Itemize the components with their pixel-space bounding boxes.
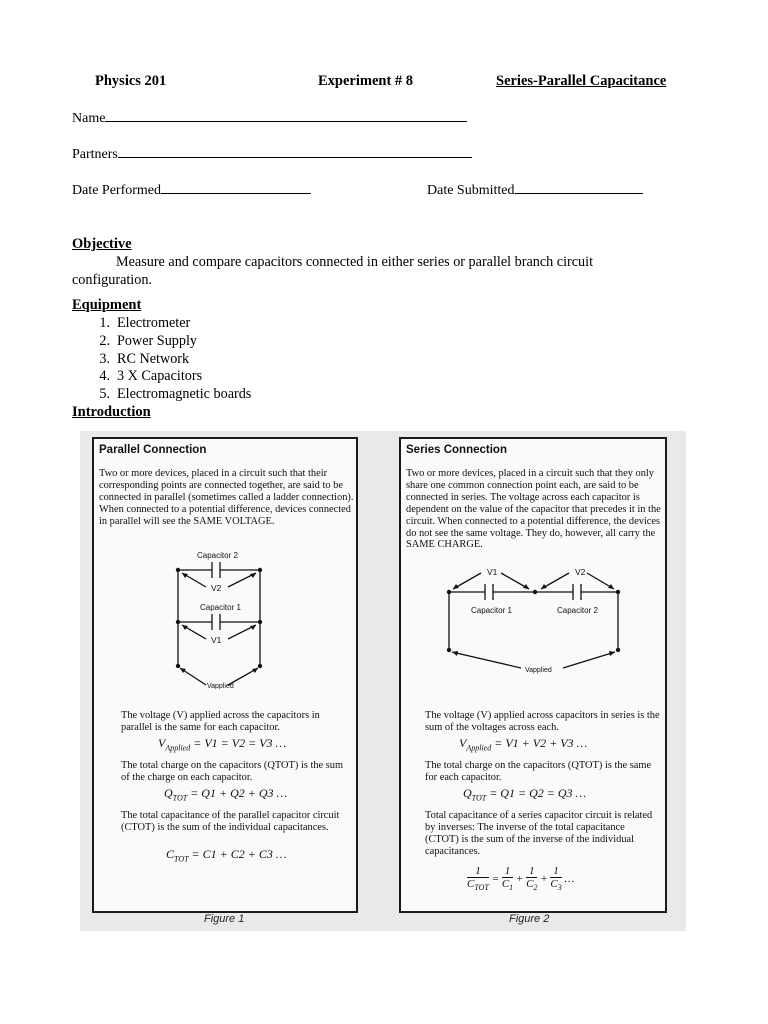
figure-1-caption: Figure 1	[204, 913, 245, 925]
series-charge-eq-rhs: = Q1 = Q2 = Q3 …	[489, 786, 587, 800]
series-capacitance-text: Total capacitance of a series capacitor circuit is related by inverses: The inverse of the total capacitance (CTOT) is the sum of the inverse of the individual capacitances.	[425, 810, 653, 857]
experiment-number: Experiment # 8	[318, 73, 414, 89]
frac-ctot: $\frac{1}{C_{TOT}}$	[467, 865, 489, 893]
series-capacitor-1-label: Capacitor 1	[471, 606, 512, 615]
list-item-label: Power Supply	[117, 332, 198, 349]
list-item	[84, 368, 251, 386]
list-item-label: Electrometer	[117, 315, 191, 331]
frac-c3: $\frac{1}{C_3}$	[550, 865, 562, 893]
vapplied-label: Vapplied	[207, 683, 234, 689]
name-blank	[105, 110, 467, 122]
frac-c1: $\frac{1}{C_1}$	[501, 865, 514, 893]
date-submitted-label: Date Submitted	[427, 183, 515, 198]
series-voltage-text: The voltage (V) applied across capacitors in series is the sum of the voltages across each.	[425, 710, 660, 733]
date-performed-blank	[161, 182, 311, 194]
parallel-capacitance-text: The total capacitance of the parallel capacitor circuit (CTOT) is the sum of the individual capacitances.	[121, 810, 340, 833]
list-item-number: 3.	[99, 350, 110, 367]
frac-c2: $\frac{1}{C_2}$	[526, 865, 538, 893]
series-heading: Series Connection	[406, 444, 507, 456]
list-item	[84, 351, 251, 369]
introduction-heading: Introduction	[72, 404, 151, 420]
name-label: Name	[72, 111, 106, 126]
partners-field[interactable]	[72, 146, 472, 163]
parallel-charge-equation: $Q_{TOT} = Q1 + Q2 + Q3$ …	[164, 786, 288, 803]
series-capacitor-2-label: Capacitor 2	[557, 606, 598, 615]
document-title: Series-Parallel Capacitance	[496, 73, 667, 89]
parallel-cap-eq-rhs: = C1 + C2 + C3 …	[191, 847, 287, 861]
parallel-heading: Parallel Connection	[99, 444, 207, 456]
objective-heading: Objective	[72, 236, 132, 252]
objective-text: Measure and compare capacitors connected in either series or parallel branch circuit configuration.	[72, 254, 594, 288]
partners-blank	[118, 146, 472, 158]
date-submitted-field[interactable]	[427, 182, 643, 199]
parallel-charge-text: The total charge on the capacitors (QTOT) is the sum of the charge on each capacitor.	[121, 760, 344, 783]
list-item	[84, 333, 251, 351]
capacitor-2-label: Capacitor 2	[197, 551, 238, 560]
list-item-number: 2.	[99, 332, 110, 349]
v2-label: V2	[211, 583, 222, 593]
series-intro-text: Two or more devices, placed in a circuit such that they only share one common connection point each, are said to be connected in series. The voltage across each capacitor is dependent on the value of the capacitor that precedes it in the circuit. When connected to a potential difference, the devices do not see the same voltage. They do, however, all carry the SAME CHARGE.	[406, 468, 661, 551]
series-charge-equation: $Q_{TOT} = Q1 = Q2 = Q3$ …	[463, 786, 587, 803]
series-v2-label: V2	[575, 567, 586, 577]
parallel-voltage-eq-rhs: = V1 = V2 = V3 …	[193, 736, 287, 750]
equipment-list	[84, 315, 251, 404]
date-performed-label: Date Performed	[72, 183, 162, 198]
parallel-charge-eq-rhs: = Q1 + Q2 + Q3 …	[190, 786, 288, 800]
series-circuit-diagram	[401, 564, 665, 674]
parallel-connection-panel	[92, 437, 358, 913]
date-submitted-blank	[515, 182, 643, 194]
series-vapplied-label: Vapplied	[525, 667, 552, 674]
list-item-number: 1.	[99, 315, 110, 331]
partners-label: Partners	[72, 147, 118, 162]
list-item-number: 5.	[99, 386, 110, 403]
figure-2-caption: Figure 2	[509, 913, 550, 925]
series-voltage-eq-rhs: = V1 + V2 + V3 …	[494, 736, 588, 750]
list-item-label: RC Network	[117, 350, 190, 367]
course-label: Physics 201	[95, 73, 167, 89]
v1-label: V1	[211, 635, 222, 645]
parallel-voltage-equation: $V_{Applied} = V1 = V2 = V3$ …	[158, 736, 287, 753]
list-item	[84, 386, 251, 404]
parallel-capacitance-equation: $C_{TOT} = C1 + C2 + C3$ …	[166, 847, 287, 864]
list-item-number: 4.	[99, 368, 110, 385]
series-connection-panel	[399, 437, 667, 913]
list-item	[84, 315, 251, 333]
capacitor-1-label: Capacitor 1	[200, 603, 241, 612]
list-item-label: 3 X Capacitors	[117, 368, 203, 385]
date-performed-field[interactable]	[72, 182, 311, 199]
list-item-label: Electromagnetic boards	[117, 386, 252, 403]
series-charge-text: The total charge on the capacitors (QTOT) is the same for each capacitor.	[425, 760, 652, 783]
parallel-voltage-text: The voltage (V) applied across the capacitors in parallel is the same for each capacitor.	[121, 710, 320, 733]
parallel-circuit-diagram	[94, 549, 356, 689]
series-v1-label: V1	[487, 567, 498, 577]
parallel-intro-text: Two or more devices, placed in a circuit such that their corresponding points are connected together, are said to be connected in parallel (sometimes called a ladder connection). When connected to a potential difference, devices connected in parallel will see the SAME VOLTAGE.	[99, 468, 354, 527]
equipment-heading: Equipment	[72, 297, 142, 313]
name-field[interactable]	[72, 110, 467, 127]
series-voltage-equation: $V_{Applied} = V1 + V2 + V3$ …	[459, 736, 588, 753]
series-capacitance-equation: $\frac{1}{C_{TOT}}$ = $\frac{1}{C_1}$ + $\frac{1}{C_2}$ + $\frac{1}{C_3}$ …	[467, 865, 575, 893]
